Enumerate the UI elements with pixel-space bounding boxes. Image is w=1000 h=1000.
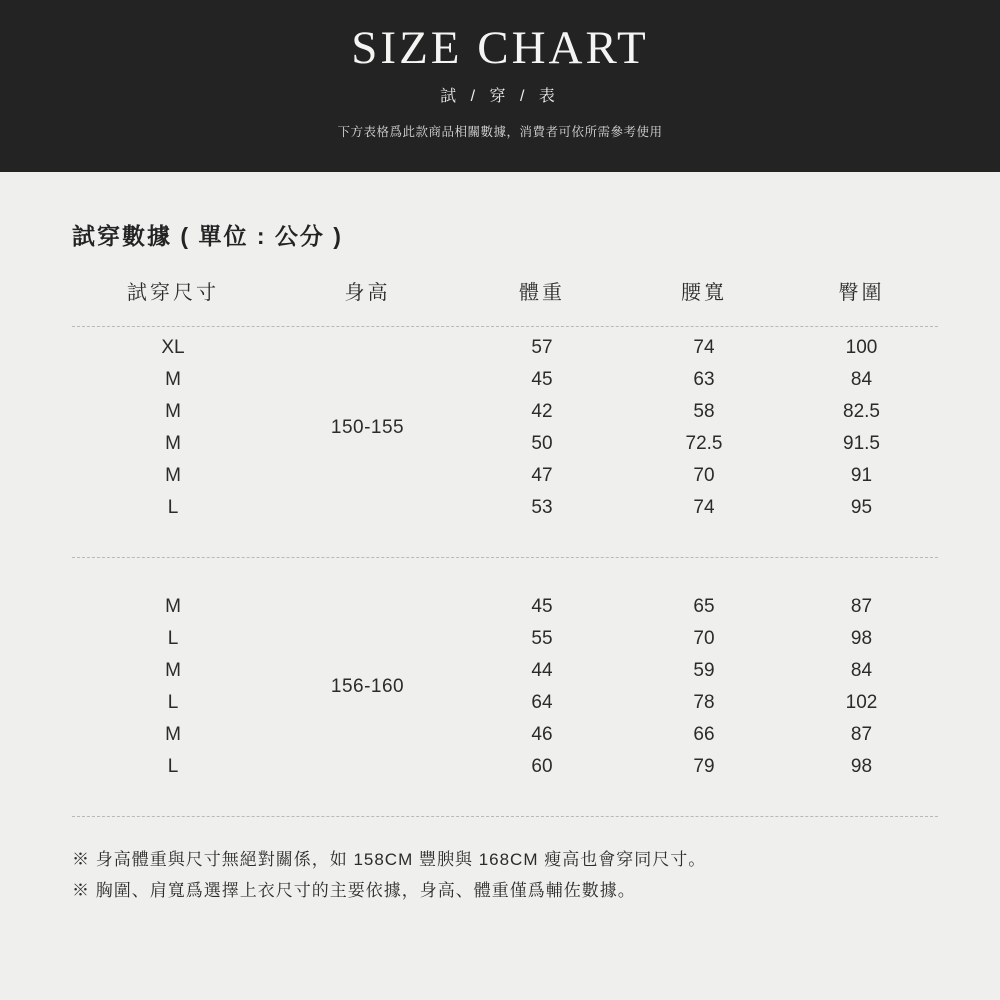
cell-size: M (165, 433, 181, 454)
cell-hip: 91.5 (843, 433, 880, 454)
cell-weight: 55 (531, 628, 553, 649)
table-row (72, 364, 938, 396)
table-row (72, 428, 938, 460)
cell-weight: 64 (531, 692, 553, 713)
cell-weight: 45 (531, 369, 553, 390)
cell-size: L (167, 692, 179, 713)
divider-cell (72, 552, 938, 563)
cell-weight: 60 (531, 756, 553, 777)
notes-section (72, 844, 928, 907)
group-spacer (72, 563, 938, 591)
column-header-size: 試穿尺寸 (127, 282, 219, 304)
spacer-cell (72, 524, 938, 552)
page-subtitle: 試 / 穿 / 表 (440, 88, 560, 106)
note-item: ※ 胸圍、肩寬爲選擇上衣尺寸的主要依據，身高、體重僅爲輔佐數據。 (72, 881, 636, 901)
cell-size: M (165, 369, 181, 390)
cell-waist: 74 (693, 337, 715, 358)
cell-size: M (165, 724, 181, 745)
table-body-group-1 (72, 332, 938, 591)
cell-waist: 59 (693, 660, 715, 681)
cell-hip: 102 (845, 692, 878, 713)
cell-hip: 87 (850, 724, 873, 745)
cell-hip: 82.5 (843, 401, 880, 422)
divider-line (72, 557, 938, 558)
cell-hip: 87 (850, 596, 873, 617)
cell-hip: 84 (850, 660, 873, 681)
cell-hip: 98 (850, 756, 873, 777)
table-header (72, 275, 938, 332)
cell-hip: 98 (850, 628, 873, 649)
cell-hip: 95 (850, 497, 873, 518)
cell-weight: 53 (531, 497, 553, 518)
table-row (72, 396, 938, 428)
table-body-group-2 (72, 591, 938, 822)
column-header-height: 身高 (344, 282, 391, 304)
table-row (72, 492, 938, 524)
cell-waist: 70 (693, 628, 715, 649)
cell-size: L (167, 756, 179, 777)
cell-weight: 45 (531, 596, 553, 617)
cell-waist: 58 (693, 401, 715, 422)
page-title: SIZE CHART (351, 22, 649, 74)
divider-line (72, 816, 938, 817)
cell-hip: 91 (850, 465, 873, 486)
cell-weight: 46 (531, 724, 553, 745)
cell-height: 156-160 (330, 676, 405, 697)
cell-hip: 100 (845, 337, 878, 358)
cell-size: M (165, 660, 181, 681)
cell-size: XL (161, 337, 185, 358)
cell-height: 150-155 (330, 417, 405, 438)
table-header-row (72, 275, 938, 321)
cell-waist: 79 (693, 756, 715, 777)
page-header (0, 0, 1000, 172)
cell-waist: 65 (693, 596, 715, 617)
cell-size: L (167, 628, 179, 649)
cell-waist: 70 (693, 465, 715, 486)
cell-waist: 66 (693, 724, 715, 745)
divider-line (72, 326, 938, 327)
size-chart-table (72, 275, 938, 822)
table-row (72, 655, 938, 687)
cell-weight: 50 (531, 433, 553, 454)
cell-waist: 63 (693, 369, 715, 390)
cell-size: L (167, 497, 179, 518)
table-bottom-divider (72, 811, 938, 822)
table-row (72, 460, 938, 492)
group-spacer (72, 783, 938, 811)
cell-size: M (165, 401, 181, 422)
cell-waist: 74 (693, 497, 715, 518)
cell-weight: 42 (531, 401, 553, 422)
table-row (72, 687, 938, 719)
column-header-hip: 臀圍 (838, 282, 885, 304)
column-header-weight: 體重 (519, 282, 565, 304)
page-content (0, 218, 1000, 907)
spacer-cell (72, 563, 938, 591)
divider-cell (72, 811, 938, 822)
table-row (72, 623, 938, 655)
cell-weight: 44 (531, 660, 553, 681)
table-row (72, 591, 938, 623)
cell-size: M (165, 596, 181, 617)
group-divider (72, 552, 938, 563)
group-spacer (72, 524, 938, 552)
note-item: ※ 身高體重與尺寸無絕對關係，如 158CM 豐腴與 168CM 瘦高也會穿同尺寸。 (72, 850, 707, 869)
cell-weight: 47 (531, 465, 553, 486)
section-title: 試穿數據 ( 單位 : 公分 ) (72, 223, 343, 249)
divider-cell (72, 321, 938, 332)
spacer-cell (72, 783, 938, 811)
column-header-waist: 腰寬 (681, 282, 727, 304)
cell-weight: 57 (531, 337, 553, 358)
cell-hip: 84 (850, 369, 873, 390)
table-row (72, 719, 938, 751)
table-header-divider (72, 321, 938, 332)
cell-waist: 72.5 (685, 433, 723, 454)
cell-waist: 78 (693, 692, 715, 713)
table-row (72, 751, 938, 783)
page-description: 下方表格爲此款商品相關數據，消費者可依所需參考使用 (337, 125, 663, 140)
cell-size: M (165, 465, 181, 486)
table-row (72, 332, 938, 364)
